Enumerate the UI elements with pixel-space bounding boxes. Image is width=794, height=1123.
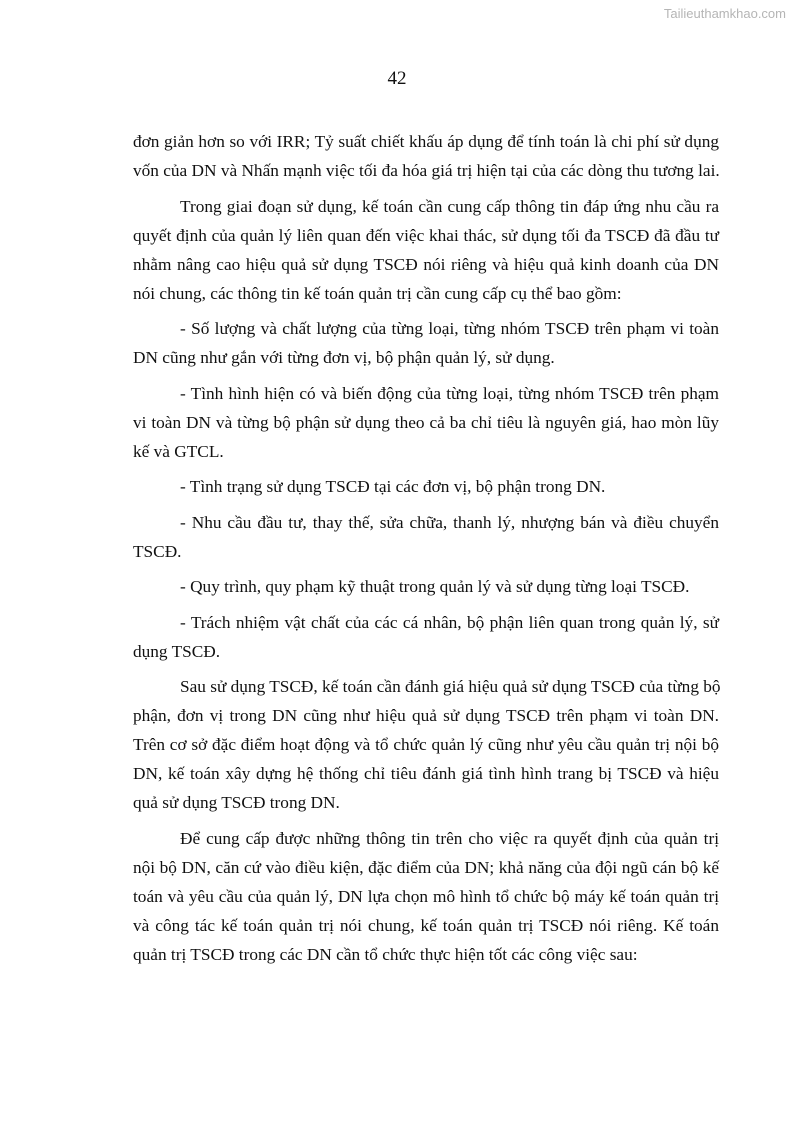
text-line: Trên cơ sở đặc điểm hoạt động và tổ chức quản lý cũng như yêu cầu quản trị nội bộ — [133, 735, 719, 754]
text-line: Trong giai đoạn sử dụng, kế toán cần cung cấp thông tin đáp ứng nhu cầu ra — [180, 196, 719, 216]
paragraph — [133, 379, 719, 466]
text-line: - Tình hình hiện có và biến động của từng loại, từng nhóm TSCĐ trên phạm — [180, 383, 719, 403]
paragraph — [133, 472, 719, 501]
watermark: Tailieuthamkhao.com — [663, 6, 786, 21]
paragraph — [133, 127, 719, 185]
text-line: kế và GTCL. — [133, 441, 224, 461]
paragraph — [133, 824, 719, 969]
document-body — [133, 127, 719, 975]
text-line: nội bộ DN, căn cứ vào điều kiện, đặc điểm của DN; khả năng của đội ngũ cán bộ kế — [133, 857, 719, 877]
text-line: quả sử dụng TSCĐ trong DN. — [133, 793, 340, 812]
page-number: 42 — [387, 68, 407, 89]
text-line: DN cũng như gắn với từng đơn vị, bộ phận quản lý, sử dụng. — [133, 348, 555, 367]
text-line: vốn của DN và Nhấn mạnh việc tối đa hóa giá trị hiện tại của các dòng thu tương lai. — [133, 161, 720, 180]
text-line: phận, đơn vị trong DN cũng như hiệu quả sử dụng TSCĐ trên phạm vi toàn DN. — [133, 706, 719, 725]
text-line: - Trách nhiệm vật chất của các cá nhân, bộ phận liên quan trong quản lý, sử — [180, 612, 719, 632]
paragraph — [133, 508, 719, 566]
text-line: đơn giản hơn so với IRR; Tỷ suất chiết khấu áp dụng để tính toán là chi phí sử dụng — [133, 132, 719, 151]
text-line: DN, kế toán xây dựng hệ thống chỉ tiêu đánh giá tình hình trang bị TSCĐ và hiệu — [133, 764, 719, 783]
paragraph — [133, 314, 719, 372]
paragraph — [133, 672, 719, 817]
text-line: quyết định của quản lý liên quan đến việc khai thác, sử dụng tối đa TSCĐ đã đầu tư — [133, 225, 719, 245]
text-line: - Số lượng và chất lượng của từng loại, từng nhóm TSCĐ trên phạm vi toàn — [180, 319, 719, 338]
text-line: TSCĐ. — [133, 541, 182, 561]
text-line: - Tình trạng sử dụng TSCĐ tại các đơn vị, bộ phận trong DN. — [180, 477, 606, 496]
paragraph — [133, 192, 719, 308]
text-line: Để cung cấp được những thông tin trên cho việc ra quyết định của quản trị — [180, 828, 719, 848]
text-line: và công tác kế toán quản trị nói chung, kế toán quản trị TSCĐ nói riêng. Kế toán — [133, 915, 719, 935]
text-line: dụng TSCĐ. — [133, 641, 221, 661]
text-line: nhằm nâng cao hiệu quả sử dụng TSCĐ nói riêng và hiệu quả kinh doanh của DN — [133, 254, 719, 274]
text-line: vi toàn DN và từng bộ phận sử dụng theo cả ba chỉ tiêu là nguyên giá, hao mòn lũy — [133, 412, 719, 432]
paragraph — [133, 572, 719, 601]
text-line: Sau sử dụng TSCĐ, kế toán cần đánh giá hiệu quả sử dụng TSCĐ của từng bộ — [180, 677, 721, 696]
text-line: - Nhu cầu đầu tư, thay thế, sửa chữa, thanh lý, nhượng bán và điều chuyển — [180, 512, 719, 532]
text-line: toán và yêu cầu của quản lý, DN lựa chọn mô hình tổ chức bộ máy kế toán quản trị — [133, 886, 719, 906]
text-line: quản trị TSCĐ trong các DN cần tổ chức thực hiện tốt các công việc sau: — [133, 944, 638, 964]
text-line: - Quy trình, quy phạm kỹ thuật trong quản lý và sử dụng từng loại TSCĐ. — [180, 577, 690, 596]
text-line: nói chung, các thông tin kế toán quản trị cần cung cấp cụ thể bao gồm: — [133, 283, 622, 303]
paragraph — [133, 608, 719, 666]
